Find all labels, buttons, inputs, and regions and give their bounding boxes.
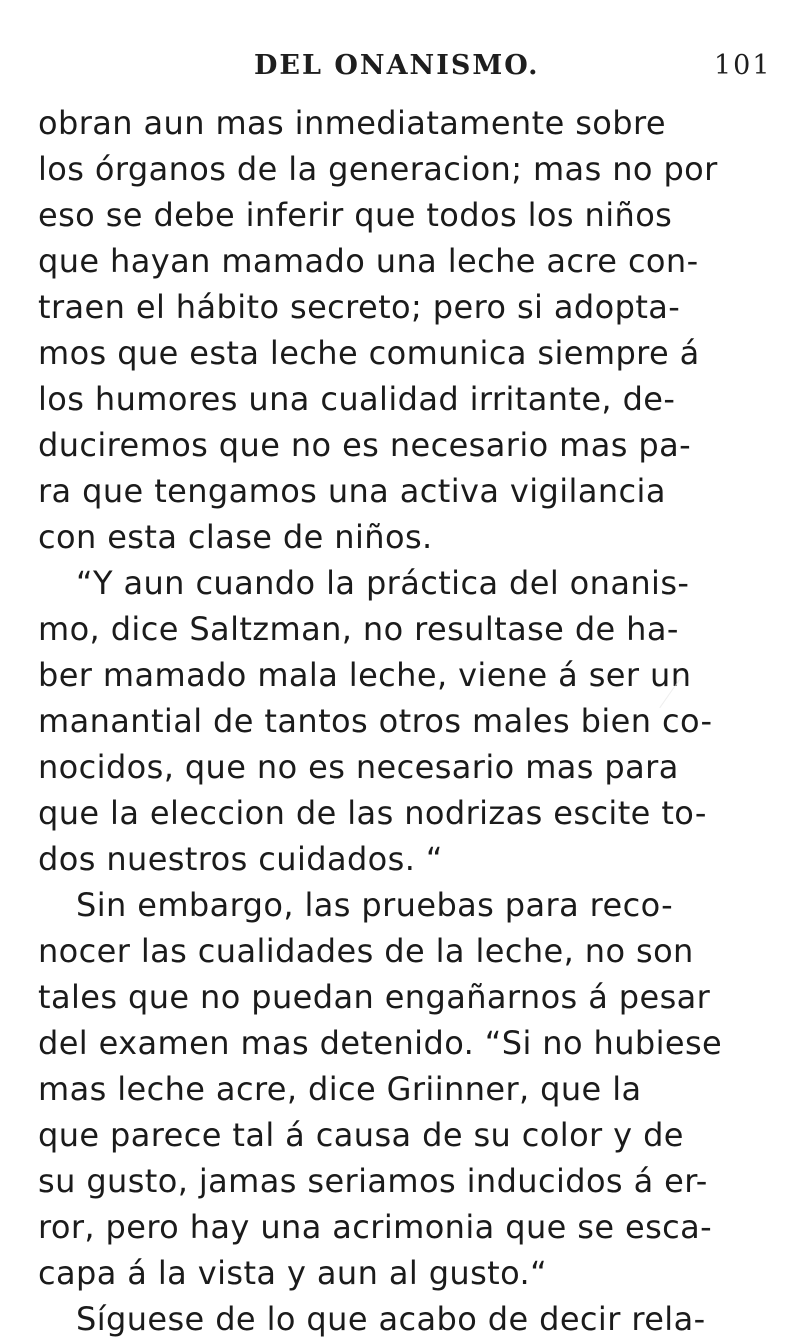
page-header (254, 50, 800, 98)
text-line: traen el hábito secreto; pero si adopta- (38, 288, 681, 326)
paragraph-start-line: Sin embargo, las pruebas para reco- (76, 886, 674, 924)
text-line: manantial de tantos otros males bien co- (38, 702, 713, 740)
text-line: nocidos, que no es necesario mas para (38, 748, 679, 786)
text-line: tales que no puedan engañarnos á pesar (38, 978, 711, 1016)
page-number: 101 (714, 50, 772, 81)
text-line: que la eleccion de las nodrizas escite to- (38, 794, 707, 832)
text-line: los órganos de la generacion; mas no por (38, 150, 718, 188)
text-line: ra que tengamos una activa vigilancia (38, 472, 666, 510)
text-line: nocer las cualidades de la leche, no son (38, 932, 694, 970)
text-line: mas leche acre, dice Griinner, que la (38, 1070, 642, 1108)
paragraph-start-line: “Y aun cuando la práctica del onanis- (76, 564, 690, 602)
text-line: duciremos que no es necesario mas pa- (38, 426, 692, 464)
text-line: eso se debe inferir que todos los niños (38, 196, 673, 234)
text-line: del examen mas detenido. “Si no hubiese (38, 1024, 723, 1062)
paragraph-start-line: Síguese de lo que acabo de decir rela- (76, 1300, 706, 1338)
body-text (38, 100, 778, 1342)
text-line: que parece tal á causa de su color y de (38, 1116, 684, 1154)
running-title: DEL ONANISMO. (254, 50, 540, 81)
text-line: ror, pero hay una acrimonia que se esca- (38, 1208, 713, 1246)
text-line: capa á la vista y aun al gusto.“ (38, 1254, 548, 1292)
text-line: los humores una cualidad irritante, de- (38, 380, 676, 418)
text-line: que hayan mamado una leche acre con- (38, 242, 699, 280)
text-line: con esta clase de niños. (38, 518, 433, 556)
text-line: su gusto, jamas seriamos inducidos á er- (38, 1162, 708, 1200)
text-line: obran aun mas inmediatamente sobre (38, 104, 666, 142)
text-line: mo, dice Saltzman, no resultase de ha- (38, 610, 679, 648)
text-line: mos que esta leche comunica siempre á (38, 334, 700, 372)
text-line: dos nuestros cuidados. “ (38, 840, 443, 878)
text-line: ber mamado mala leche, viene á ser un (38, 656, 692, 694)
